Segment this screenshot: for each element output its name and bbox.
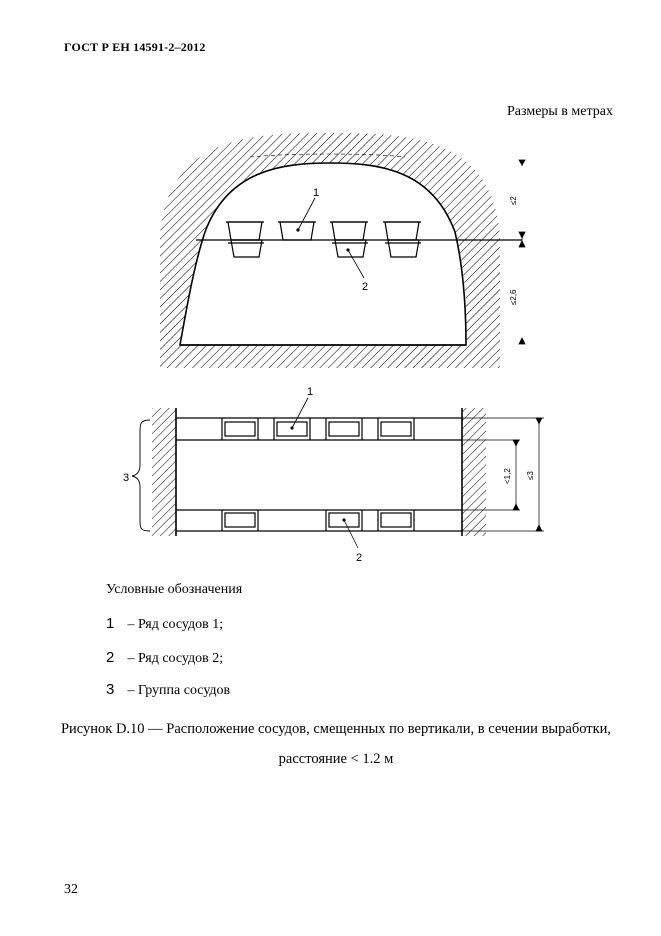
callout-row-1-upper: 1 xyxy=(313,187,320,199)
callout-row-2-plan: 2 xyxy=(356,552,363,564)
tunnel-cross-section xyxy=(160,133,525,368)
legend-item-number: 2 xyxy=(106,649,115,666)
document-header: ГОСТ Р ЕН 14591-2–2012 xyxy=(64,40,206,54)
legend-item xyxy=(106,681,230,699)
legend-item-number: 1 xyxy=(106,615,115,632)
dim-outer-plan: ≤3 xyxy=(526,471,535,480)
legend-item-text: – Ряд сосудов 1; xyxy=(127,617,224,632)
figure-caption: Рисунок D.10 — Расположение сосудов, смещенных по вертикали, в сечении выработки, расстояние < 1.2 м xyxy=(60,721,612,767)
callout-group: 3 xyxy=(123,472,130,484)
legend-item-number: 3 xyxy=(106,681,115,698)
callout-row-2-upper: 2 xyxy=(362,281,369,293)
tunnel-plan-view xyxy=(123,386,544,564)
legend-item xyxy=(106,615,223,633)
dim-top-upper: ≤2 xyxy=(509,196,518,205)
dim-bottom-upper: ≤2,6 xyxy=(509,289,518,305)
page-number: 32 xyxy=(64,882,78,897)
callout-row-1-plan: 1 xyxy=(307,386,314,398)
units-note: Размеры в метрах xyxy=(507,104,613,119)
dim-inner-plan: <1,2 xyxy=(503,468,512,484)
legend-item-text: – Группа сосудов xyxy=(127,683,231,698)
vessel-row-2 xyxy=(228,240,421,257)
vessel-row-1 xyxy=(226,222,421,240)
legend-title: Условные обозначения xyxy=(106,582,243,597)
legend-item-text: – Ряд сосудов 2; xyxy=(127,651,224,666)
legend-item xyxy=(106,649,223,667)
